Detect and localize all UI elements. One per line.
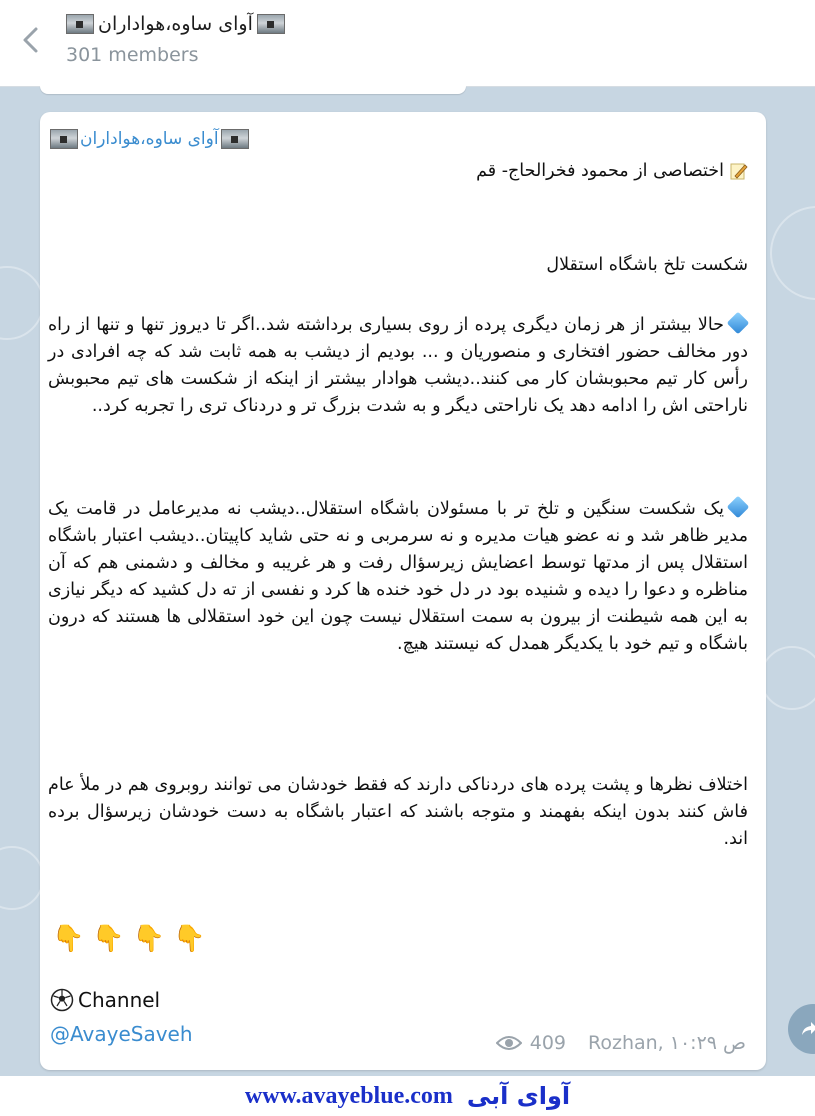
pencil-icon [730, 162, 748, 180]
flag-icon [257, 14, 285, 34]
message-headline: شکست تلخ باشگاه استقلال [546, 255, 748, 275]
chat-header [0, 0, 815, 87]
channel-label: Channel [78, 988, 161, 1012]
diamond-icon [727, 496, 750, 519]
flag-icon [221, 129, 249, 149]
flag-icon [50, 129, 78, 149]
eye-icon [496, 1034, 522, 1052]
message-meta [496, 1032, 746, 1054]
watermark-footer [0, 1076, 815, 1116]
message-paragraph-1 [48, 312, 748, 420]
view-count: 409 [529, 1032, 566, 1054]
chat-title: آوای ساوه،هواداران [98, 13, 253, 35]
previous-message-tail [40, 86, 466, 94]
message-paragraph-2 [48, 496, 748, 658]
chat-title-row[interactable] [66, 8, 285, 40]
diamond-icon [727, 312, 750, 335]
chevron-left-icon [21, 26, 39, 54]
pointing-down-icon: 👇 [132, 924, 166, 954]
soccer-ball-icon [50, 988, 74, 1012]
doodle [0, 266, 44, 340]
message-author[interactable] [50, 124, 249, 154]
share-icon [798, 1019, 815, 1039]
doodle [760, 646, 815, 710]
flag-icon [66, 14, 94, 34]
back-button[interactable] [14, 22, 46, 58]
message-bubble[interactable] [40, 112, 766, 1070]
doodle [770, 206, 815, 300]
message-paragraph-3: اختلاف نظرها و پشت پرده های دردناکی دارند که فقط خودشان می توانند روبروی هم در ملأ عام فاش کنند بدون اینکه بفهمند و متوجه باشند که اعتبار باشگاه به دست خودشان زیرسؤال برده اند. [48, 775, 748, 849]
pointing-down-icon: 👇 [173, 924, 206, 954]
pointing-down-icon: 👇 [52, 924, 85, 954]
message-timestamp: Rozhan, ۱۰:۲۹ ص [588, 1032, 746, 1054]
member-count: 301 members [66, 44, 199, 66]
author-name: آوای ساوه،هواداران [80, 129, 219, 149]
channel-handle-link[interactable]: @AvayeSaveh [50, 1022, 193, 1046]
doodle [0, 846, 44, 910]
paragraph-2-text: یک شکست سنگین و تلخ تر با مسئولان باشگاه استقلال..دیشب نه مدیرعامل در قامت یک مدیر ظاهر شد و نه عضو هیات مدیره و نه سرمربی و نه حتی شاید کاپیتان..دیشب اعتبار باشگاه استقلال پس از مدتها توسط اعضایش زیرسؤال رفت و هر غریبه و مخالف و دشمنی هم که آن مناظره و دعوا را دیده و شنیده بود در دل خود خنده ها کرد و نفسی از ته دل کشید که دیگر نیازی به این همه شیطنت از بیرون به سمت استقلال نیست چون این خود استقلالی ها هستند که درون باشگاه و تیم خود با یکدیگر همدل که نیستند هیچ. [48, 499, 748, 654]
pointing-emoji-row [52, 924, 206, 954]
pointing-down-icon: 👇 [92, 924, 125, 954]
message-intro [48, 158, 748, 185]
intro-text: اختصاصی از محمود فخرالحاج- قم [476, 161, 724, 181]
watermark-brand: آوای آبی [466, 1082, 571, 1110]
channel-line [50, 988, 160, 1012]
paragraph-1-text: حالا بیشتر از هر زمان دیگری پرده از روی بسیاری برداشته شد..اگر تا دیروز تنها و تنها از راه دور مخالف حضور افتخاری و منصوریان و ... بودیم از دیشب به همه ثابت شد که چه افرادی در رأس کار تیم محبوبشان کار می کنند..دیشب هوادار بیشتر از اینکه از شکست های تیم محبوبش ناراحتی اش را ادامه دهد یک ناراحتی دیگر و به شدت بزرگ تر و دردناک تری را تجربه کرد.. [48, 315, 748, 416]
watermark-url: www.avayeblue.com [244, 1082, 453, 1109]
